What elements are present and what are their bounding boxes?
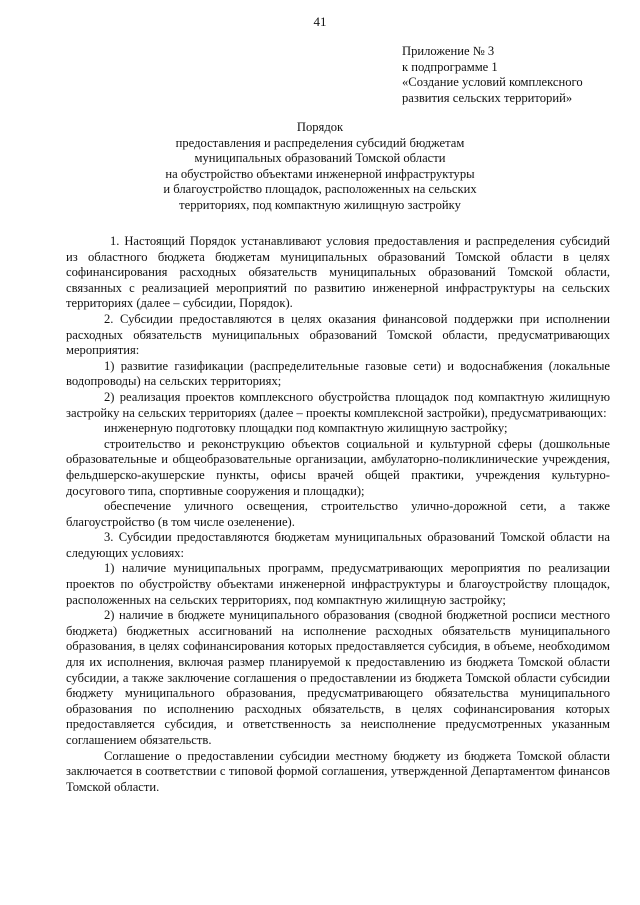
paragraph: строительство и реконструкцию объектов социальной и культурной сферы (дошкольные образовательные и общеобразовательные организации, амбулаторно-поликлинические учреждения, фельдшерско-акушерские пункты, офисы врачей общей практики, учреждения культурно-досугового типа, спортивные сооружения и площадки);: [66, 436, 610, 498]
title-line: и благоустройство площадок, расположенных на сельских: [163, 182, 477, 197]
paragraph: 3. Субсидии предоставляются бюджетам муниципальных образований Томской области на следующих условиях:: [66, 530, 610, 560]
appendix-line: «Создание условий комплексного: [402, 75, 583, 90]
document-title: [60, 120, 580, 214]
paragraph: 1. Настоящий Порядок устанавливают условия предоставления и распределения субсидий из областного бюджета бюджетам муниципальных образований Томской области в целях софинансирования расходных обязательств муниципальных образований Томской области, связанных с реализацией мероприятий по развитию инженерной инфраструктуры на сельских территориях (далее – субсидии, Порядок).: [66, 234, 610, 311]
paragraph: инженерную подготовку площадки под компактную жилищную застройку;: [104, 421, 508, 436]
page-number: 41: [313, 14, 327, 29]
title-line: на обустройство объектами инженерной инфраструктуры: [165, 166, 475, 181]
appendix-header: [402, 44, 628, 106]
paragraph: 2) наличие в бюджете муниципального образования (сводной бюджетной росписи местного бюджета) бюджетных ассигнований на исполнение расходных обязательств муниципального образования, в целях софинансирования которых предоставляется субсидия, в объеме, необходимом для их исполнения, включая размер планируемой к предоставлению из бюджета Томской области субсидии, а также заключение соглашения о предоставлении из бюджета Томской области субсидии бюджету муниципального образования, предусматривающего обязательства муниципального образования по исполнению расходных обязательств, в целях софинансирования которых предоставляется субсидия, и ответственность за неисполнение предусмотренных указанным соглашением обязательств.: [66, 608, 610, 747]
paragraph: 1) наличие муниципальных программ, предусматривающих мероприятия по реализации проектов по обустройству объектами инженерной инфраструктуры и благоустройству площадок, расположенных на сельских территориях, под компактную жилищную застройку;: [66, 561, 610, 607]
paragraph: обеспечение уличного освещения, строительство улично-дорожной сети, а также благоустройство (в том числе озеленение).: [66, 499, 610, 529]
title-line: предоставления и распределения субсидий бюджетам: [175, 135, 465, 150]
paragraph: Соглашение о предоставлении субсидии местному бюджету из бюджета Томской области заключается в соответствии с типовой формой соглашения, утвержденной Департаментом финансов Томской области.: [66, 748, 610, 794]
title-line: муниципальных образований Томской области: [194, 151, 446, 166]
title-line: территориях, под компактную жилищную застройку: [179, 197, 461, 212]
paragraph: 1) развитие газификации (распределительные газовые сети) и водоснабжения (локальные водопроводы) на сельских территориях;: [66, 358, 610, 389]
appendix-line: Приложение № 3: [402, 44, 495, 58]
paragraph: 2) реализация проектов комплексного обустройства площадок под компактную жилищную застройку на сельских территориях (далее – проекты комплексной застройки), предусматривающих:: [66, 389, 610, 420]
paragraph: 2. Субсидии предоставляются в целях оказания финансовой поддержки при исполнении расходных обязательств муниципальных образований Томской области, предусматривающих мероприятия:: [66, 311, 610, 358]
title-line: Порядок: [296, 120, 344, 134]
document-body: [66, 234, 610, 795]
appendix-line: к подпрограмме 1: [402, 59, 498, 74]
appendix-line: развития сельских территорий»: [402, 90, 573, 105]
